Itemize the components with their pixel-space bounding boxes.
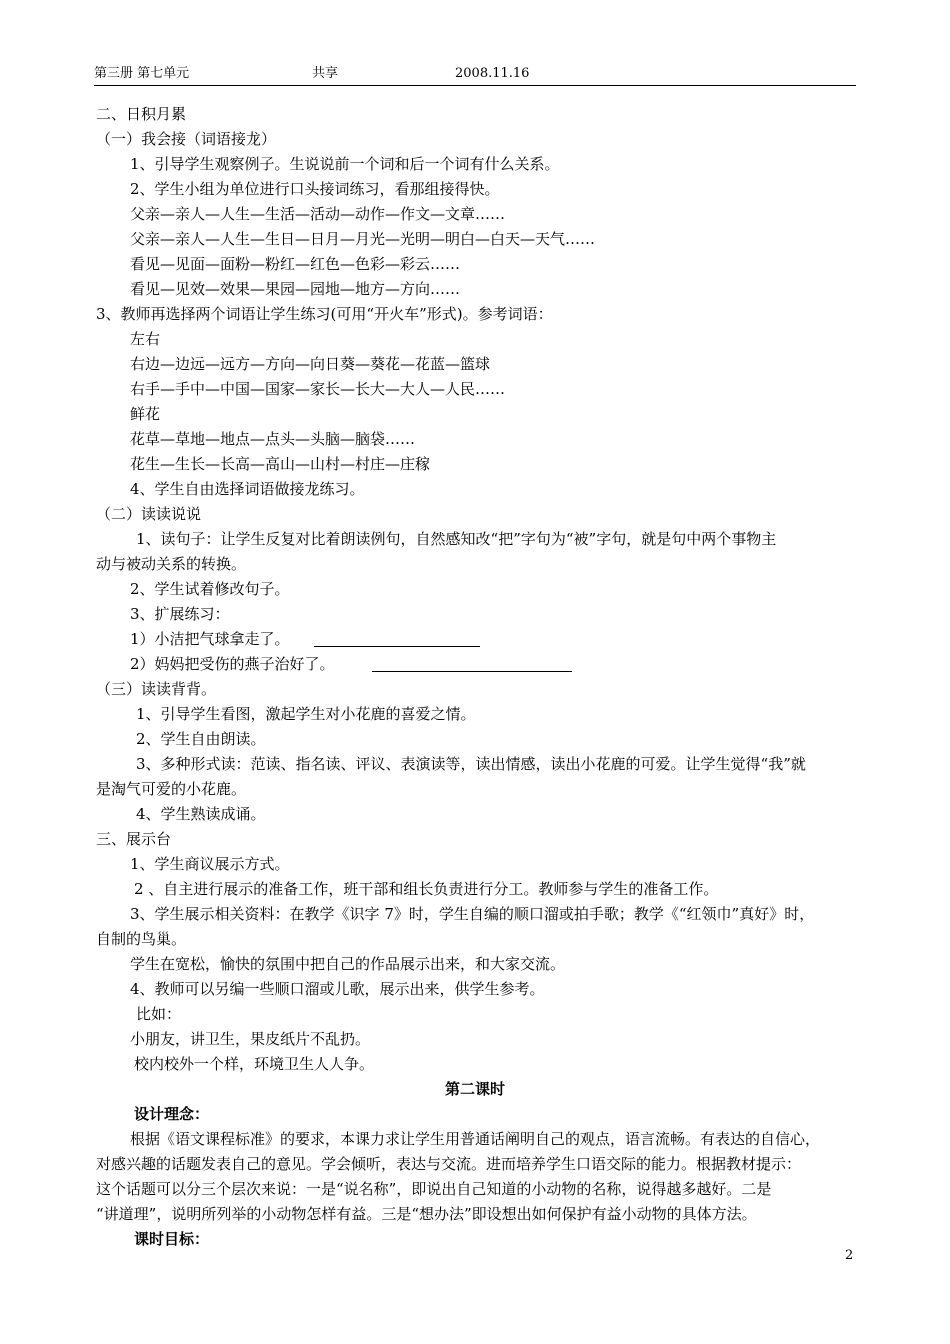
word-seed: 鲜花: [130, 405, 161, 423]
text-line: 2、学生自由朗读。: [136, 730, 266, 748]
text-line: 动与被动关系的转换。: [96, 555, 247, 573]
exercise-sentence: 2）妈妈把受伤的燕子治好了。: [130, 655, 335, 673]
text-line: 2、学生小组为单位进行口头接词练习，看那组接得快。: [130, 180, 500, 198]
word-chain: 右边—边远—远方—方向—向日葵—葵花—花蓝—篮球: [130, 355, 491, 373]
text-line: 1、读句子：让学生反复对比着朗读例句，自然感知改“把”字句为“被”字句，就是句中两个事物主: [136, 530, 777, 548]
text-line: 比如：: [136, 1005, 182, 1023]
paragraph-line: “讲道理”，说明所列举的小动物怎样有益。三是“想办法”即设想出如何保护有益小动物的具体方法。: [96, 1205, 757, 1223]
text-line: 3、教师再选择两个词语让学生练习(可用“开火车”形式)。参考词语：: [96, 305, 553, 323]
section-heading: 三、展示台: [96, 830, 172, 848]
text-line: 学生在宽松，愉快的氛围中把自己的作品展示出来，和大家交流。: [130, 955, 566, 973]
design-concept-heading: 设计理念：: [134, 1105, 210, 1123]
text-line: 4、学生自由选择词语做接龙练习。: [130, 480, 365, 498]
answer-blank: [372, 671, 572, 672]
text-line: 4、学生熟读成诵。: [136, 805, 266, 823]
answer-blank: [314, 646, 480, 647]
header-share: 共享: [312, 66, 339, 81]
word-chain: 看见—见效—效果—果园—园地—地方—方向……: [130, 280, 461, 298]
text-line: 3、多种形式读：范读、指名读、评议、表演读等，读出情感，读出小花鹿的可爱。让学生觉得“我”就: [136, 755, 806, 773]
text-line: 4、教师可以另编一些顺口溜或儿歌，展示出来，供学生参考。: [130, 980, 545, 998]
exercise-sentence: 1）小洁把气球拿走了。: [130, 630, 290, 648]
paragraph-line: 这个话题可以分三个层次来说：一是“说名称”，即说出自己知道的小动物的名称，说得越多越好。二是: [96, 1180, 772, 1198]
page-number: 2: [845, 1248, 854, 1263]
subsection-heading: （二）读读说说: [96, 505, 202, 523]
text-line: 1、引导学生观察例子。生说说前一个词和后一个词有什么关系。: [130, 155, 560, 173]
rhyme-line: 小朋友，讲卫生，果皮纸片不乱扔。: [130, 1030, 371, 1048]
text-line: 3、扩展练习：: [130, 605, 230, 623]
word-chain: 父亲—亲人—人生—生活—活动—动作—作文—文章……: [130, 205, 506, 223]
word-chain: 花草—草地—地点—点头—头脑—脑袋……: [130, 430, 416, 448]
rhyme-line: 校内校外一个样，环境卫生人人争。: [134, 1055, 375, 1073]
header-rule: [94, 85, 856, 86]
text-line: 1、引导学生看图，激起学生对小花鹿的喜爱之情。: [136, 705, 476, 723]
word-chain: 父亲—亲人—人生—生日—日月—月光—光明—明白—白天—天气……: [130, 230, 596, 248]
word-chain: 右手—手中—中国—国家—家长—长大—大人—人民……: [130, 380, 506, 398]
subsection-heading: （三）读读背背。: [96, 680, 217, 698]
text-line: 自制的鸟巢。: [96, 930, 187, 948]
paragraph-line: 对感兴趣的话题发表自己的意见。学会倾听，表达与交流。进而培养学生口语交际的能力。根据教材提示：: [96, 1155, 802, 1173]
text-line: 3、学生展示相关资料：在教学《识字 7》时，学生自编的顺口溜或拍手歌；教学《“红领巾”真好》时，: [130, 905, 815, 923]
header-date: 2008.11.16: [455, 66, 530, 81]
word-seed: 左右: [130, 330, 161, 348]
text-line: 2、学生试着修改句子。: [130, 580, 290, 598]
lesson-title: 第二课时: [444, 1080, 505, 1098]
header-book: 第三册 第七单元: [94, 66, 190, 81]
text-line: 1、学生商议展示方式。: [130, 855, 290, 873]
word-chain: 看见—见面—面粉—粉红—红色—色彩—彩云……: [130, 255, 461, 273]
lesson-goals-heading: 课时目标：: [134, 1230, 210, 1248]
text-line: 是淘气可爱的小花鹿。: [96, 780, 247, 798]
paragraph-line: 根据《语文课程标准》的要求，本课力求让学生用普通话阐明自己的观点，语言流畅。有表达的自信心，: [130, 1130, 821, 1148]
word-chain: 花生—生长—长高—高山—山村—村庄—庄稼: [130, 455, 431, 473]
text-line: 2 、自主进行展示的准备工作，班干部和组长负责进行分工。教师参与学生的准备工作。: [134, 880, 719, 898]
section-heading: 二、日积月累: [96, 105, 187, 123]
subsection-heading: （一）我会接（词语接龙）: [96, 130, 277, 148]
